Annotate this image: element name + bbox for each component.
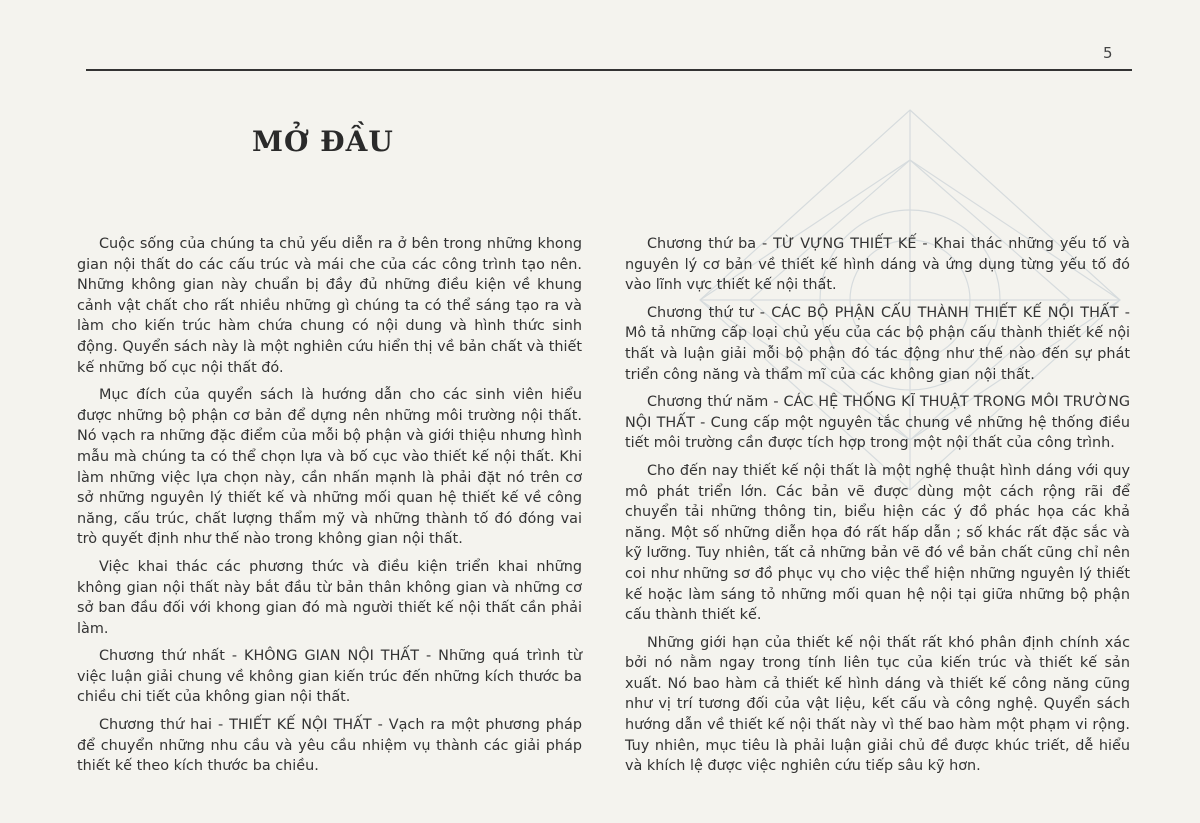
chapter-title: MỞ ĐẦU: [252, 125, 394, 158]
right-column: [625, 234, 1130, 784]
paragraph: Cuộc sống của chúng ta chủ yếu diễn ra ở bên trong những khong gian nội thất do các cấu trúc và mái che của các công trình tạo nên. Những không gian này chuẩn bị đầy đủ những điều kiện về khung cảnh vật chất cho rất nhiều những gì chúng ta có thể sáng tạo ra và làm cho kiến trúc hàm chứa chung có nội dung và hình thức sinh động. Quyển sách này là một nghiên cứu hiển thị về bản chất và thiết kế những bố cục nội thất đó.: [77, 236, 582, 376]
paragraph: Chương thứ ba - TỪ VỰNG THIẾT KẾ - Khai thác những yếu tố và nguyên lý cơ bản về thiết kế hình dáng và ứng dụng từng yếu tố đó vào lĩnh vực thiết kế nội thất.: [625, 236, 1130, 294]
paragraph: Chương thứ nhất - KHÔNG GIAN NỘI THẤT - Những quá trình từ việc luận giải chung về không gian kiến trúc đến những kích thước ba chiều chi tiết của không gian nội thất.: [77, 648, 582, 706]
paragraph: Việc khai thác các phương thức và điều kiện triển khai những không gian nội thất này bắt đầu từ bản thân không gian và những cơ sở ban đầu đối với khong gian đó mà người thiết kế nội thất cần phải làm.: [77, 558, 582, 637]
paragraph: Chương thứ năm - CÁC HỆ THỐNG KĨ THUẬT TRONG MÔI TRƯỜNG NỘI THẤT - Cung cấp một nguyên tắc chung về những hệ thống điều tiết môi trường cần được tích hợp trong một nội thất của công trình.: [625, 394, 1130, 452]
paragraph: Chương thứ hai - THIẾT KẾ NỘI THẤT - Vạch ra một phương pháp để chuyển những nhu cầu và yêu cầu nhiệm vụ thành các giải pháp thiết kế theo kích thước ba chiều.: [77, 717, 582, 775]
paragraph: Mục đích của quyển sách là hướng dẫn cho các sinh viên hiểu được những bộ phận cơ bản để dựng nên những môi trường nội thất. Nó vạch ra những đặc điểm của mỗi bộ phận và giới thiệu nhưng hình mẫu mà chúng ta có thể chọn lựa và bố cục vào thiết kế nội thất. Khi làm những việc lựa chọn này, cần nhấn mạnh là phải đặt nó trên cơ sở những nguyên lý thiết kế và những mối quan hệ thiết kế về công năng, cấu trúc, chất lượng thẩm mỹ và những thành tố đó đóng vai trò quyết định như thế nào trong không gian nội thất.: [77, 387, 582, 548]
paragraph: Chương thứ tư - CÁC BỘ PHẬN CẤU THÀNH THIẾT KẾ NỘI THẤT - Mô tả những cấp loại chủ yếu của các bộ phận cấu thành thiết kế nội thất và luận giải mỗi bộ phận đó tác động như thế nào đến sự phát triển công năng và thẩm mĩ của các không gian nội thất.: [625, 304, 1130, 383]
page-number: 5: [1103, 44, 1113, 62]
paragraph: Những giới hạn của thiết kế nội thất rất khó phân định chính xác bởi nó nằm ngay trong tính liên tục của kiến trúc và thiết kế sản xuất. Nó bao hàm cả thiết kế hình dáng và thiết kế công năng cũng như vị trí tương đối của vật liệu, kết cấu và công nghệ. Quyển sách hướng dẫn về thiết kế nội thất này vì thế bao hàm một phạm vi rộng. Tuy nhiên, mục tiêu là phải luận giải chủ đề được khúc triết, dễ hiểu và khích lệ được việc nghiên cứu tiếp sâu kỹ hơn.: [625, 634, 1130, 775]
header-rule: [86, 69, 1132, 71]
left-column: [77, 234, 582, 784]
paragraph: Cho đến nay thiết kế nội thất là một nghệ thuật hình dáng với quy mô phát triển lớn. Các bản vẽ được dùng một cách rộng rãi để chuyển tải những thông tin, biểu hiện các ý đồ phác họa các khả năng. Một số những diễn họa đó rất hấp dẫn ; số khác rất đặc sắc và kỹ lưỡng. Tuy nhiên, tất cả những bản vẽ đó về bản chất cũng chỉ nên coi như những sơ đồ phục vụ cho việc thể hiện những nguyên lý thiết kế hoặc làm sáng tỏ những mối quan hệ nội tại giữa những bộ phận cấu thành thiết kế.: [625, 462, 1130, 624]
